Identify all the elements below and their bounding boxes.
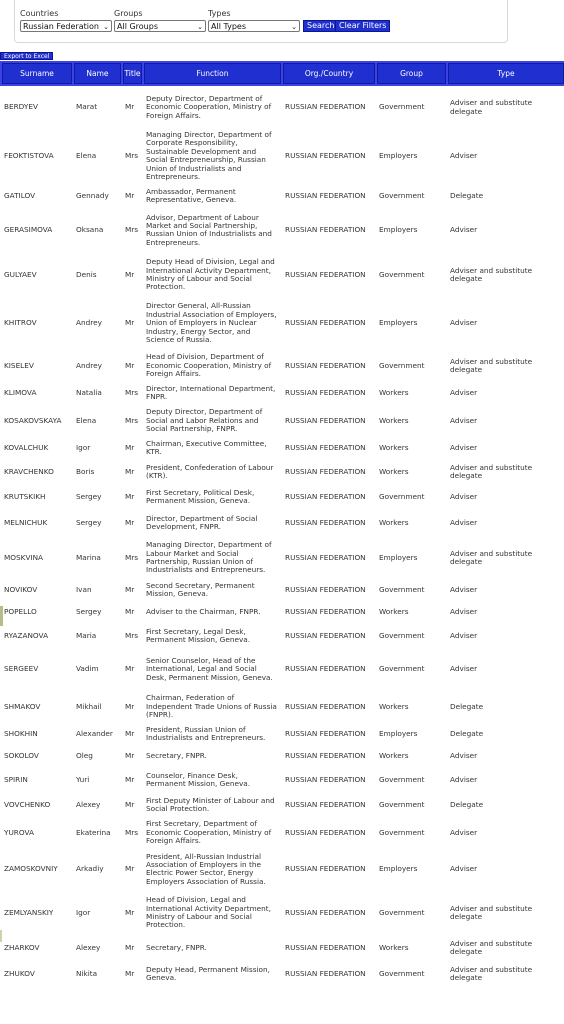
cell-type: Adviser (450, 318, 478, 328)
cell-org-country: RUSSIAN FEDERATION (285, 701, 366, 711)
table-row (1, 745, 564, 767)
cell-org-country: RUSSIAN FEDERATION (285, 492, 366, 502)
cell-name: Andrey (76, 360, 102, 370)
cell-function: Head of Division, Department of Economic Cooperation, Ministry of Foreign Affairs. (146, 352, 272, 379)
cell-group: Government (379, 585, 425, 595)
cell-org-country: RUSSIAN FEDERATION (285, 552, 366, 562)
cell-title: Mrs (125, 630, 139, 640)
cell-name: Marat (76, 102, 98, 112)
cell-surname: FEOKTISTOVA (4, 151, 54, 161)
cell-title: Mr (125, 360, 135, 370)
column-header-function[interactable]: Function (143, 62, 282, 85)
cell-group: Government (379, 664, 425, 674)
cell-group: Government (379, 630, 425, 640)
column-header-surname[interactable]: Surname (1, 62, 73, 85)
table-row (1, 404, 564, 437)
table-row (1, 767, 564, 792)
table-row (1, 792, 564, 817)
cell-group: Government (379, 907, 425, 917)
cell-surname: YUROVA (4, 827, 34, 837)
cell-name: Vadim (76, 664, 99, 674)
cell-function: Deputy Director, Department of Social and Labor Relations and Social Partnership, FNPR. (146, 407, 263, 434)
cell-surname: GULYAEV (4, 269, 37, 279)
chevron-down-icon: ⌄ (197, 23, 203, 31)
cell-group: Workers (379, 518, 409, 528)
cell-name: Alexey (76, 799, 101, 809)
table-row (1, 890, 564, 935)
cell-title: Mr (125, 518, 135, 528)
cell-type: Adviser and substitute delegate (450, 964, 533, 982)
countries-select[interactable] (20, 20, 112, 32)
cell-function: Director, International Department, FNPR. (146, 384, 276, 402)
cell-name: Marina (76, 552, 101, 562)
cell-function: Chairman, Federation of Independent Trade Unions of Russia (FNPR). (146, 693, 277, 720)
cell-group: Workers (379, 415, 409, 425)
cell-group: Workers (379, 751, 409, 761)
cell-group: Workers (379, 443, 409, 453)
cell-group: Government (379, 799, 425, 809)
cell-org-country: RUSSIAN FEDERATION (285, 607, 366, 617)
cell-title: Mr (125, 799, 135, 809)
cell-type: Delegate (450, 701, 484, 711)
cell-org-country: RUSSIAN FEDERATION (285, 942, 366, 952)
countries-label: Countries (20, 9, 59, 18)
cell-function: Counselor, Finance Desk, Permanent Mission, Geneva. (146, 770, 251, 788)
cell-function: Deputy Director, Department of Economic Cooperation, Ministry of Foreign Affairs. (146, 93, 272, 120)
cell-title: Mr (125, 968, 135, 978)
cell-group: Employers (379, 318, 418, 328)
cell-title: Mr (125, 907, 135, 917)
cell-type: Adviser (450, 585, 478, 595)
column-header-type[interactable]: Type (447, 62, 564, 85)
cell-type: Adviser (450, 225, 478, 235)
cell-org-country: RUSSIAN FEDERATION (285, 360, 366, 370)
cell-name: Oleg (76, 751, 93, 761)
table-row (1, 459, 564, 484)
cell-group: Government (379, 269, 425, 279)
clear-filters-button[interactable]: Clear Filters (335, 20, 390, 32)
cell-name: Igor (76, 907, 91, 917)
cell-function: Advisor, Department of Labour Market and Social Partnership, Russian Union of Industrialists and Entrepreneurs. (146, 212, 272, 247)
chevron-down-icon: ⌄ (291, 23, 297, 31)
cell-name: Mikhail (76, 701, 102, 711)
cell-type: Adviser and substitute delegate (450, 265, 533, 283)
cell-name: Ivan (76, 585, 92, 595)
cell-surname: KOVALCHUK (4, 443, 49, 453)
cell-group: Government (379, 190, 425, 200)
cell-surname: MOSKVINA (4, 552, 44, 562)
cell-group: Employers (379, 552, 418, 562)
table-row (1, 601, 564, 623)
cell-type: Adviser (450, 151, 478, 161)
table-header-row (1, 62, 564, 85)
groups-select-value: All Groups (117, 22, 158, 31)
cell-org-country: RUSSIAN FEDERATION (285, 415, 366, 425)
table-row (1, 208, 564, 252)
cell-surname: KOSAKOVSKAYA (4, 415, 62, 425)
cell-group: Employers (379, 729, 418, 739)
cell-function: Senior Counselor, Head of the International, Legal and Social Desk, Permanent Mission, Geneva. (146, 655, 273, 682)
export-to-excel-button[interactable]: Export to Excel (0, 52, 53, 60)
cell-group: Employers (379, 225, 418, 235)
cell-function: Head of Division, Legal and International Activity Department, Ministry of Labour and Social Protection. (146, 895, 271, 930)
cell-title: Mrs (125, 552, 139, 562)
cell-surname: SOKOLOV (4, 751, 39, 761)
cell-surname: SPIRIN (4, 774, 28, 784)
cell-org-country: RUSSIAN FEDERATION (285, 585, 366, 595)
cell-org-country: RUSSIAN FEDERATION (285, 388, 366, 398)
cell-name: Sergey (76, 492, 102, 502)
cell-type: Adviser (450, 664, 478, 674)
cell-name: Alexander (76, 729, 113, 739)
cell-surname: KISELEV (4, 360, 34, 370)
cell-org-country: RUSSIAN FEDERATION (285, 318, 366, 328)
cell-org-country: RUSSIAN FEDERATION (285, 466, 366, 476)
cell-title: Mr (125, 864, 135, 874)
cell-title: Mrs (125, 415, 139, 425)
cell-org-country: RUSSIAN FEDERATION (285, 151, 366, 161)
table-row (1, 85, 564, 129)
cell-group: Government (379, 774, 425, 784)
cell-type: Adviser (450, 492, 478, 502)
table-row (1, 723, 564, 745)
cell-type: Adviser (450, 827, 478, 837)
cell-function: President, Confederation of Labour (KTR). (146, 462, 274, 480)
cell-surname: KLIMOVA (4, 388, 37, 398)
cell-group: Employers (379, 864, 418, 874)
types-select-value: All Types (211, 22, 247, 31)
cell-surname: ZAMOSKOVNIY (4, 864, 58, 874)
cell-title: Mr (125, 190, 135, 200)
cell-org-country: RUSSIAN FEDERATION (285, 799, 366, 809)
cell-group: Government (379, 102, 425, 112)
table-row (1, 437, 564, 459)
cell-surname: MELNICHUK (4, 518, 48, 528)
cell-title: Mr (125, 942, 135, 952)
cell-name: Igor (76, 443, 91, 453)
cell-function: Director, Department of Social Development, FNPR. (146, 514, 258, 532)
cell-title: Mr (125, 751, 135, 761)
cell-surname: KRAVCHENKO (4, 466, 54, 476)
cell-name: Boris (76, 466, 95, 476)
cell-org-country: RUSSIAN FEDERATION (285, 774, 366, 784)
cell-org-country: RUSSIAN FEDERATION (285, 729, 366, 739)
cell-title: Mr (125, 729, 135, 739)
cell-function: First Secretary, Department of Economic Cooperation, Ministry of Foreign Affairs. (146, 819, 272, 846)
cell-type: Adviser (450, 864, 478, 874)
cell-type: Adviser (450, 774, 478, 784)
cell-group: Workers (379, 388, 409, 398)
cell-surname: RYAZANOVA (4, 630, 49, 640)
cell-group: Employers (379, 151, 418, 161)
cell-surname: VOVCHENKO (4, 799, 51, 809)
delegates-table (0, 61, 564, 987)
cell-function: Secretary, FNPR. (146, 942, 207, 952)
filter-panel (14, 0, 508, 43)
cell-function: First Secretary, Political Desk, Permanent Mission, Geneva. (146, 488, 255, 506)
cell-surname: NOVIKOV (4, 585, 38, 595)
cell-title: Mr (125, 443, 135, 453)
types-select[interactable] (208, 20, 300, 32)
cell-title: Mrs (125, 225, 139, 235)
cell-name: Oksana (76, 225, 104, 235)
table-row (1, 129, 564, 183)
table-row (1, 536, 564, 579)
cell-type: Delegate (450, 729, 484, 739)
cell-surname: KHITROV (4, 318, 37, 328)
cell-type: Delegate (450, 799, 484, 809)
cell-surname: GERASIMOVA (4, 225, 53, 235)
cell-surname: BERDYEV (4, 102, 38, 112)
cell-surname: ZHUKOV (4, 968, 35, 978)
cell-surname: KRUTSKIKH (4, 492, 46, 502)
cell-title: Mr (125, 492, 135, 502)
cell-group: Government (379, 827, 425, 837)
table-row (1, 648, 564, 690)
cell-name: Denis (76, 269, 97, 279)
cell-name: Gennady (76, 190, 109, 200)
cell-surname: SERGEEV (4, 664, 39, 674)
cell-name: Elena (76, 151, 97, 161)
cell-type: Adviser and substitute delegate (450, 548, 533, 566)
groups-label: Groups (114, 9, 143, 18)
table-row (1, 183, 564, 208)
cell-org-country: RUSSIAN FEDERATION (285, 751, 366, 761)
types-label: Types (208, 9, 231, 18)
cell-group: Government (379, 968, 425, 978)
cell-function: Adviser to the Chairman, FNPR. (146, 607, 261, 617)
table-row (1, 623, 564, 648)
cell-function: Second Secretary, Permanent Mission, Geneva. (146, 581, 255, 599)
table-row (1, 817, 564, 848)
cell-surname: ZHARKOV (4, 942, 40, 952)
cell-name: Sergey (76, 607, 102, 617)
cell-name: Natalia (76, 388, 102, 398)
cell-title: Mrs (125, 151, 139, 161)
table-row (1, 382, 564, 404)
chevron-down-icon: ⌄ (103, 23, 109, 31)
cell-function: Secretary, FNPR. (146, 751, 207, 761)
cell-title: Mr (125, 585, 135, 595)
cell-function: Chairman, Executive Committee, KTR. (146, 439, 267, 457)
cell-group: Workers (379, 466, 409, 476)
cell-type: Adviser (450, 443, 478, 453)
cell-surname: ZEMLYANSKIY (4, 907, 54, 917)
table-row (1, 349, 564, 382)
cell-type: Adviser and substitute delegate (450, 98, 533, 116)
cell-org-country: RUSSIAN FEDERATION (285, 269, 366, 279)
table-row (1, 484, 564, 510)
cell-type: Adviser and substitute delegate (450, 356, 533, 374)
cell-name: Alexey (76, 942, 101, 952)
cell-org-country: RUSSIAN FEDERATION (285, 225, 366, 235)
cell-function: Deputy Head, Permanent Mission, Geneva. (146, 964, 270, 982)
column-header-group[interactable]: Group (376, 62, 447, 85)
cell-type: Adviser (450, 630, 478, 640)
cell-org-country: RUSSIAN FEDERATION (285, 864, 366, 874)
cell-org-country: RUSSIAN FEDERATION (285, 190, 366, 200)
cell-title: Mr (125, 102, 135, 112)
cell-title: Mr (125, 664, 135, 674)
cell-type: Adviser (450, 518, 478, 528)
cell-function: Director General, All-Russian Industrial Association of Employers, Union of Employers in Nuclear Industry, Energy Sector, and Science of Russia. (146, 301, 277, 345)
cell-name: Nikita (76, 968, 98, 978)
cell-title: Mr (125, 318, 135, 328)
cell-name: Andrey (76, 318, 102, 328)
cell-function: Deputy Head of Division, Legal and International Activity Department, Ministry of Labour and Social Protection. (146, 257, 275, 292)
cell-name: Elena (76, 415, 97, 425)
cell-name: Sergey (76, 518, 102, 528)
cell-type: Adviser and substitute delegate (450, 903, 533, 921)
cell-function: Managing Director, Department of Corporate Responsibility, Sustainable Development and Social Entrepreneurship, Russian Union of Industrialists and Entrepreneurs. (146, 130, 272, 182)
cell-type: Adviser (450, 607, 478, 617)
groups-select[interactable] (114, 20, 206, 32)
cell-title: Mrs (125, 388, 139, 398)
cell-type: Delegate (450, 190, 484, 200)
cell-surname: POPELLO (4, 607, 37, 617)
table-row (1, 579, 564, 601)
cell-org-country: RUSSIAN FEDERATION (285, 827, 366, 837)
cell-org-country: RUSSIAN FEDERATION (285, 630, 366, 640)
cell-title: Mrs (125, 827, 139, 837)
cell-name: Yuri (76, 774, 90, 784)
cell-type: Adviser and substitute delegate (450, 938, 533, 956)
cell-type: Adviser and substitute delegate (450, 462, 533, 480)
cell-type: Adviser (450, 415, 478, 425)
cell-name: Arkadiy (76, 864, 104, 874)
cell-group: Workers (379, 701, 409, 711)
cell-title: Mr (125, 701, 135, 711)
cell-type: Adviser (450, 388, 478, 398)
cell-name: Maria (76, 630, 97, 640)
cell-org-country: RUSSIAN FEDERATION (285, 518, 366, 528)
cell-org-country: RUSSIAN FEDERATION (285, 102, 366, 112)
countries-select-value: Russian Federation (23, 22, 99, 31)
cell-title: Mr (125, 607, 135, 617)
table-row (1, 960, 564, 987)
column-header-name[interactable]: Name (73, 62, 122, 85)
table-row (1, 690, 564, 723)
cell-title: Mr (125, 269, 135, 279)
cell-surname: SHMAKOV (4, 701, 41, 711)
cell-function: First Secretary, Legal Desk, Permanent Mission, Geneva. (146, 626, 251, 644)
cell-function: Managing Director, Department of Labour Market and Social Partnership, Russian Union of Industrialists and Entrepreneurs. (146, 540, 272, 575)
cell-group: Workers (379, 607, 409, 617)
table-row (1, 848, 564, 890)
column-header-title[interactable]: Title (122, 62, 143, 85)
cell-surname: GATILOV (4, 190, 36, 200)
table-row (1, 297, 564, 349)
cell-title: Mr (125, 774, 135, 784)
cell-function: President, All-Russian Industrial Association of Employers in the Electric Power Sector, Energy Employers Association of Russia. (146, 851, 266, 886)
cell-function: Ambassador, Permanent Representative, Geneva. (146, 186, 237, 204)
table-row (1, 510, 564, 536)
cell-function: President, Russian Union of Industrialists and Entrepreneurs. (146, 725, 266, 743)
cell-org-country: RUSSIAN FEDERATION (285, 968, 366, 978)
table-row (1, 252, 564, 297)
cell-org-country: RUSSIAN FEDERATION (285, 664, 366, 674)
cell-group: Government (379, 360, 425, 370)
cell-org-country: RUSSIAN FEDERATION (285, 443, 366, 453)
search-button[interactable]: Search (303, 20, 338, 32)
table-row (1, 935, 564, 960)
cell-org-country: RUSSIAN FEDERATION (285, 907, 366, 917)
cell-group: Workers (379, 942, 409, 952)
cell-surname: SHOKHIN (4, 729, 38, 739)
cell-function: First Deputy Minister of Labour and Social Protection. (146, 795, 275, 813)
cell-title: Mr (125, 466, 135, 476)
cell-type: Adviser (450, 751, 478, 761)
cell-group: Government (379, 492, 425, 502)
column-header-org-country[interactable]: Org./Country (282, 62, 376, 85)
cell-name: Ekaterina (76, 827, 111, 837)
